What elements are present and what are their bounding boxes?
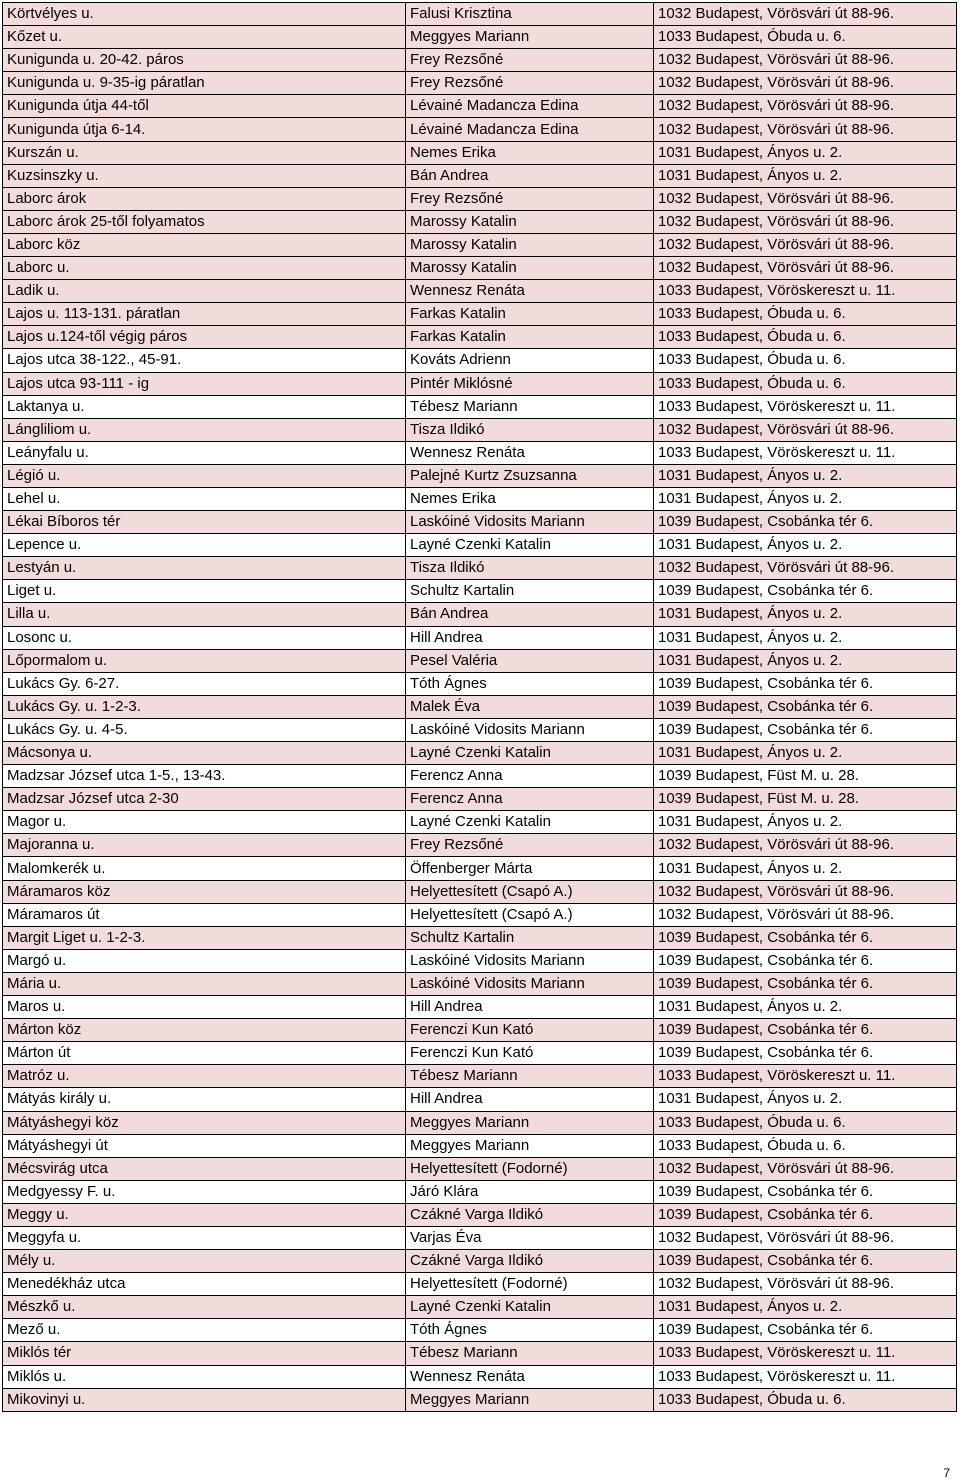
caretaker-name-cell: Czákné Varga Ildikó xyxy=(406,1250,654,1273)
street-cell: Máramaros út xyxy=(3,903,406,926)
caretaker-name-cell: Járó Klára xyxy=(406,1180,654,1203)
caretaker-name-cell: Ferencz Anna xyxy=(406,788,654,811)
caretaker-name-cell: Lévainé Madancza Edina xyxy=(406,118,654,141)
caretaker-name-cell: Czákné Varga Ildikó xyxy=(406,1203,654,1226)
office-address-cell: 1031 Budapest, Ányos u. 2. xyxy=(654,464,957,487)
caretaker-name-cell: Farkas Katalin xyxy=(406,326,654,349)
office-address-cell: 1032 Budapest, Vörösvári út 88-96. xyxy=(654,1226,957,1249)
caretaker-name-cell: Palejné Kurtz Zsuzsanna xyxy=(406,464,654,487)
table-row xyxy=(3,718,957,741)
caretaker-name-cell: Hill Andrea xyxy=(406,996,654,1019)
table-row xyxy=(3,695,957,718)
caretaker-name-cell: Frey Rezsőné xyxy=(406,187,654,210)
office-address-cell: 1039 Budapest, Csobánka tér 6. xyxy=(654,1203,957,1226)
office-address-cell: 1031 Budapest, Ányos u. 2. xyxy=(654,649,957,672)
table-row xyxy=(3,857,957,880)
table-row xyxy=(3,580,957,603)
table-row xyxy=(3,949,957,972)
table-row xyxy=(3,1019,957,1042)
caretaker-name-cell: Laskóiné Vidosits Mariann xyxy=(406,972,654,995)
office-address-cell: 1032 Budapest, Vörösvári út 88-96. xyxy=(654,3,957,26)
office-address-cell: 1032 Budapest, Vörösvári út 88-96. xyxy=(654,418,957,441)
table-row xyxy=(3,1365,957,1388)
office-address-cell: 1032 Budapest, Vörösvári út 88-96. xyxy=(654,557,957,580)
street-cell: Lukács Gy. u. 1-2-3. xyxy=(3,695,406,718)
street-cell: Kunigunda u. 20-42. páros xyxy=(3,49,406,72)
table-row xyxy=(3,49,957,72)
caretaker-name-cell: Tébesz Mariann xyxy=(406,395,654,418)
street-cell: Laktanya u. xyxy=(3,395,406,418)
caretaker-name-cell: Helyettesített (Csapó A.) xyxy=(406,903,654,926)
street-cell: Laborc köz xyxy=(3,233,406,256)
table-row xyxy=(3,210,957,233)
table-row xyxy=(3,1203,957,1226)
caretaker-name-cell: Marossy Katalin xyxy=(406,210,654,233)
street-cell: Lőpormalom u. xyxy=(3,649,406,672)
table-row xyxy=(3,464,957,487)
table-row xyxy=(3,603,957,626)
office-address-cell: 1031 Budapest, Ányos u. 2. xyxy=(654,996,957,1019)
caretaker-name-cell: Laskóiné Vidosits Mariann xyxy=(406,718,654,741)
office-address-cell: 1031 Budapest, Ányos u. 2. xyxy=(654,487,957,510)
office-address-cell: 1031 Budapest, Ányos u. 2. xyxy=(654,742,957,765)
table-row xyxy=(3,1065,957,1088)
caretaker-name-cell: Farkas Katalin xyxy=(406,303,654,326)
table-row xyxy=(3,326,957,349)
table-row xyxy=(3,1388,957,1411)
table-row xyxy=(3,1250,957,1273)
office-address-cell: 1039 Budapest, Csobánka tér 6. xyxy=(654,1042,957,1065)
street-cell: Laborc u. xyxy=(3,257,406,280)
table-row xyxy=(3,926,957,949)
street-cell: Margit Liget u. 1-2-3. xyxy=(3,926,406,949)
street-cell: Kunigunda útja 6-14. xyxy=(3,118,406,141)
office-address-cell: 1039 Budapest, Csobánka tér 6. xyxy=(654,580,957,603)
office-address-cell: 1032 Budapest, Vörösvári út 88-96. xyxy=(654,49,957,72)
street-cell: Meggy u. xyxy=(3,1203,406,1226)
street-cell: Margó u. xyxy=(3,949,406,972)
street-cell: Medgyessy F. u. xyxy=(3,1180,406,1203)
table-row xyxy=(3,649,957,672)
table-row xyxy=(3,187,957,210)
table-row xyxy=(3,880,957,903)
street-cell: Magor u. xyxy=(3,811,406,834)
caretaker-name-cell: Öffenberger Márta xyxy=(406,857,654,880)
caretaker-name-cell: Laskóiné Vidosits Mariann xyxy=(406,949,654,972)
street-cell: Meggyfa u. xyxy=(3,1226,406,1249)
office-address-cell: 1039 Budapest, Csobánka tér 6. xyxy=(654,1250,957,1273)
district-assignment-table xyxy=(2,2,957,1412)
caretaker-name-cell: Falusi Krisztina xyxy=(406,3,654,26)
street-cell: Lepence u. xyxy=(3,534,406,557)
caretaker-name-cell: Meggyes Mariann xyxy=(406,26,654,49)
table-row xyxy=(3,996,957,1019)
caretaker-name-cell: Tébesz Mariann xyxy=(406,1065,654,1088)
table-row xyxy=(3,534,957,557)
office-address-cell: 1033 Budapest, Vöröskereszt u. 11. xyxy=(654,1065,957,1088)
caretaker-name-cell: Meggyes Mariann xyxy=(406,1388,654,1411)
office-address-cell: 1039 Budapest, Csobánka tér 6. xyxy=(654,695,957,718)
table-row xyxy=(3,303,957,326)
street-cell: Leányfalu u. xyxy=(3,441,406,464)
street-cell: Laborc árok xyxy=(3,187,406,210)
office-address-cell: 1032 Budapest, Vörösvári út 88-96. xyxy=(654,880,957,903)
street-cell: Márton út xyxy=(3,1042,406,1065)
office-address-cell: 1032 Budapest, Vörösvári út 88-96. xyxy=(654,257,957,280)
table-row xyxy=(3,1180,957,1203)
street-cell: Lukács Gy. u. 4-5. xyxy=(3,718,406,741)
table-row xyxy=(3,1226,957,1249)
caretaker-name-cell: Layné Czenki Katalin xyxy=(406,742,654,765)
street-cell: Lajos u. 113-131. páratlan xyxy=(3,303,406,326)
caretaker-name-cell: Malek Éva xyxy=(406,695,654,718)
office-address-cell: 1032 Budapest, Vörösvári út 88-96. xyxy=(654,1273,957,1296)
office-address-cell: 1032 Budapest, Vörösvári út 88-96. xyxy=(654,118,957,141)
street-cell: Mácsonya u. xyxy=(3,742,406,765)
street-cell: Miklós u. xyxy=(3,1365,406,1388)
office-address-cell: 1039 Budapest, Füst M. u. 28. xyxy=(654,765,957,788)
street-cell: Márton köz xyxy=(3,1019,406,1042)
caretaker-name-cell: Nemes Erika xyxy=(406,141,654,164)
caretaker-name-cell: Nemes Erika xyxy=(406,487,654,510)
table-row xyxy=(3,164,957,187)
office-address-cell: 1031 Budapest, Ányos u. 2. xyxy=(654,164,957,187)
street-cell: Mátyáshegyi út xyxy=(3,1134,406,1157)
street-cell: Lajos utca 93-111 - ig xyxy=(3,372,406,395)
street-cell: Majoranna u. xyxy=(3,834,406,857)
table-row xyxy=(3,834,957,857)
table-row xyxy=(3,1111,957,1134)
office-address-cell: 1039 Budapest, Csobánka tér 6. xyxy=(654,926,957,949)
street-cell: Maros u. xyxy=(3,996,406,1019)
office-address-cell: 1032 Budapest, Vörösvári út 88-96. xyxy=(654,95,957,118)
table-row xyxy=(3,395,957,418)
office-address-cell: 1032 Budapest, Vörösvári út 88-96. xyxy=(654,1157,957,1180)
table-row xyxy=(3,1042,957,1065)
street-cell: Losonc u. xyxy=(3,626,406,649)
street-cell: Madzsar József utca 2-30 xyxy=(3,788,406,811)
office-address-cell: 1039 Budapest, Csobánka tér 6. xyxy=(654,972,957,995)
street-cell: Mátyáshegyi köz xyxy=(3,1111,406,1134)
office-address-cell: 1032 Budapest, Vörösvári út 88-96. xyxy=(654,903,957,926)
office-address-cell: 1039 Budapest, Csobánka tér 6. xyxy=(654,672,957,695)
table-row xyxy=(3,811,957,834)
street-cell: Lestyán u. xyxy=(3,557,406,580)
office-address-cell: 1033 Budapest, Óbuda u. 6. xyxy=(654,349,957,372)
office-address-cell: 1031 Budapest, Ányos u. 2. xyxy=(654,141,957,164)
office-address-cell: 1033 Budapest, Vöröskereszt u. 11. xyxy=(654,1342,957,1365)
caretaker-name-cell: Meggyes Mariann xyxy=(406,1111,654,1134)
table-row xyxy=(3,441,957,464)
table-row xyxy=(3,349,957,372)
table-body xyxy=(3,3,957,1412)
caretaker-name-cell: Ferenczi Kun Kató xyxy=(406,1019,654,1042)
street-cell: Menedékház utca xyxy=(3,1273,406,1296)
table-row xyxy=(3,257,957,280)
table-row xyxy=(3,742,957,765)
table-row xyxy=(3,233,957,256)
office-address-cell: 1032 Budapest, Vörösvári út 88-96. xyxy=(654,187,957,210)
office-address-cell: 1032 Budapest, Vörösvári út 88-96. xyxy=(654,72,957,95)
caretaker-name-cell: Tóth Ágnes xyxy=(406,1319,654,1342)
caretaker-name-cell: Wennesz Renáta xyxy=(406,1365,654,1388)
table-row xyxy=(3,95,957,118)
office-address-cell: 1039 Budapest, Csobánka tér 6. xyxy=(654,511,957,534)
table-row xyxy=(3,1273,957,1296)
street-cell: Lilla u. xyxy=(3,603,406,626)
table-row xyxy=(3,26,957,49)
table-row xyxy=(3,765,957,788)
office-address-cell: 1033 Budapest, Óbuda u. 6. xyxy=(654,303,957,326)
street-cell: Liget u. xyxy=(3,580,406,603)
office-address-cell: 1039 Budapest, Csobánka tér 6. xyxy=(654,949,957,972)
caretaker-name-cell: Meggyes Mariann xyxy=(406,1134,654,1157)
street-cell: Mária u. xyxy=(3,972,406,995)
caretaker-name-cell: Marossy Katalin xyxy=(406,257,654,280)
office-address-cell: 1031 Budapest, Ányos u. 2. xyxy=(654,534,957,557)
office-address-cell: 1033 Budapest, Óbuda u. 6. xyxy=(654,1134,957,1157)
caretaker-name-cell: Helyettesített (Fodorné) xyxy=(406,1273,654,1296)
caretaker-name-cell: Pintér Miklósné xyxy=(406,372,654,395)
street-cell: Kunigunda u. 9-35-ig páratlan xyxy=(3,72,406,95)
caretaker-name-cell: Tisza Ildikó xyxy=(406,418,654,441)
street-cell: Matróz u. xyxy=(3,1065,406,1088)
table-row xyxy=(3,1296,957,1319)
caretaker-name-cell: Layné Czenki Katalin xyxy=(406,534,654,557)
caretaker-name-cell: Frey Rezsőné xyxy=(406,72,654,95)
street-cell: Kuzsinszky u. xyxy=(3,164,406,187)
caretaker-name-cell: Wennesz Renáta xyxy=(406,280,654,303)
caretaker-name-cell: Marossy Katalin xyxy=(406,233,654,256)
office-address-cell: 1033 Budapest, Vöröskereszt u. 11. xyxy=(654,395,957,418)
table-row xyxy=(3,1157,957,1180)
office-address-cell: 1031 Budapest, Ányos u. 2. xyxy=(654,626,957,649)
office-address-cell: 1031 Budapest, Ányos u. 2. xyxy=(654,1088,957,1111)
table-row xyxy=(3,418,957,441)
office-address-cell: 1031 Budapest, Ányos u. 2. xyxy=(654,1296,957,1319)
table-row xyxy=(3,3,957,26)
office-address-cell: 1039 Budapest, Füst M. u. 28. xyxy=(654,788,957,811)
street-cell: Lékai Bíboros tér xyxy=(3,511,406,534)
street-cell: Mécsvirág utca xyxy=(3,1157,406,1180)
street-cell: Lángliliom u. xyxy=(3,418,406,441)
office-address-cell: 1039 Budapest, Csobánka tér 6. xyxy=(654,718,957,741)
street-cell: Mikovinyi u. xyxy=(3,1388,406,1411)
office-address-cell: 1033 Budapest, Óbuda u. 6. xyxy=(654,372,957,395)
street-cell: Lehel u. xyxy=(3,487,406,510)
street-cell: Miklós tér xyxy=(3,1342,406,1365)
table-row xyxy=(3,141,957,164)
caretaker-name-cell: Schultz Kartalin xyxy=(406,926,654,949)
street-cell: Kurszán u. xyxy=(3,141,406,164)
office-address-cell: 1039 Budapest, Csobánka tér 6. xyxy=(654,1019,957,1042)
street-cell: Kőzet u. xyxy=(3,26,406,49)
street-cell: Légió u. xyxy=(3,464,406,487)
office-address-cell: 1033 Budapest, Óbuda u. 6. xyxy=(654,1111,957,1134)
caretaker-name-cell: Varjas Éva xyxy=(406,1226,654,1249)
caretaker-name-cell: Ferencz Anna xyxy=(406,765,654,788)
street-cell: Körtvélyes u. xyxy=(3,3,406,26)
office-address-cell: 1031 Budapest, Ányos u. 2. xyxy=(654,811,957,834)
office-address-cell: 1033 Budapest, Óbuda u. 6. xyxy=(654,326,957,349)
street-cell: Máramaros köz xyxy=(3,880,406,903)
table-row xyxy=(3,511,957,534)
caretaker-name-cell: Helyettesített (Csapó A.) xyxy=(406,880,654,903)
street-cell: Mészkő u. xyxy=(3,1296,406,1319)
office-address-cell: 1031 Budapest, Ányos u. 2. xyxy=(654,603,957,626)
office-address-cell: 1033 Budapest, Vöröskereszt u. 11. xyxy=(654,1365,957,1388)
table-row xyxy=(3,626,957,649)
office-address-cell: 1033 Budapest, Vöröskereszt u. 11. xyxy=(654,441,957,464)
caretaker-name-cell: Tébesz Mariann xyxy=(406,1342,654,1365)
street-cell: Mátyás király u. xyxy=(3,1088,406,1111)
caretaker-name-cell: Pesel Valéria xyxy=(406,649,654,672)
table-row xyxy=(3,1134,957,1157)
street-cell: Ladik u. xyxy=(3,280,406,303)
caretaker-name-cell: Schultz Kartalin xyxy=(406,580,654,603)
office-address-cell: 1031 Budapest, Ányos u. 2. xyxy=(654,857,957,880)
table-row xyxy=(3,372,957,395)
table-row xyxy=(3,118,957,141)
caretaker-name-cell: Laskóiné Vidosits Mariann xyxy=(406,511,654,534)
street-cell: Lukács Gy. 6-27. xyxy=(3,672,406,695)
street-cell: Malomkerék u. xyxy=(3,857,406,880)
table-row xyxy=(3,487,957,510)
caretaker-name-cell: Lévainé Madancza Edina xyxy=(406,95,654,118)
page-number: 7 xyxy=(943,1466,950,1480)
table-row xyxy=(3,903,957,926)
table-row xyxy=(3,1319,957,1342)
street-cell: Madzsar József utca 1-5., 13-43. xyxy=(3,765,406,788)
caretaker-name-cell: Bán Andrea xyxy=(406,164,654,187)
caretaker-name-cell: Tóth Ágnes xyxy=(406,672,654,695)
office-address-cell: 1033 Budapest, Vöröskereszt u. 11. xyxy=(654,280,957,303)
street-cell: Mély u. xyxy=(3,1250,406,1273)
table-row xyxy=(3,672,957,695)
office-address-cell: 1033 Budapest, Óbuda u. 6. xyxy=(654,26,957,49)
caretaker-name-cell: Wennesz Renáta xyxy=(406,441,654,464)
office-address-cell: 1032 Budapest, Vörösvári út 88-96. xyxy=(654,210,957,233)
caretaker-name-cell: Frey Rezsőné xyxy=(406,49,654,72)
caretaker-name-cell: Kováts Adrienn xyxy=(406,349,654,372)
caretaker-name-cell: Hill Andrea xyxy=(406,1088,654,1111)
office-address-cell: 1039 Budapest, Csobánka tér 6. xyxy=(654,1319,957,1342)
caretaker-name-cell: Layné Czenki Katalin xyxy=(406,1296,654,1319)
caretaker-name-cell: Frey Rezsőné xyxy=(406,834,654,857)
office-address-cell: 1033 Budapest, Óbuda u. 6. xyxy=(654,1388,957,1411)
caretaker-name-cell: Tisza Ildikó xyxy=(406,557,654,580)
caretaker-name-cell: Hill Andrea xyxy=(406,626,654,649)
street-cell: Lajos u.124-től végig páros xyxy=(3,326,406,349)
street-cell: Mező u. xyxy=(3,1319,406,1342)
table-row xyxy=(3,280,957,303)
office-address-cell: 1032 Budapest, Vörösvári út 88-96. xyxy=(654,834,957,857)
table-row xyxy=(3,1342,957,1365)
table-row xyxy=(3,972,957,995)
street-cell: Kunigunda útja 44-től xyxy=(3,95,406,118)
table-row xyxy=(3,72,957,95)
caretaker-name-cell: Ferenczi Kun Kató xyxy=(406,1042,654,1065)
table-row xyxy=(3,788,957,811)
street-cell: Lajos utca 38-122., 45-91. xyxy=(3,349,406,372)
office-address-cell: 1032 Budapest, Vörösvári út 88-96. xyxy=(654,233,957,256)
street-cell: Laborc árok 25-től folyamatos xyxy=(3,210,406,233)
table-row xyxy=(3,557,957,580)
caretaker-name-cell: Bán Andrea xyxy=(406,603,654,626)
caretaker-name-cell: Helyettesített (Fodorné) xyxy=(406,1157,654,1180)
caretaker-name-cell: Layné Czenki Katalin xyxy=(406,811,654,834)
office-address-cell: 1039 Budapest, Csobánka tér 6. xyxy=(654,1180,957,1203)
table-row xyxy=(3,1088,957,1111)
